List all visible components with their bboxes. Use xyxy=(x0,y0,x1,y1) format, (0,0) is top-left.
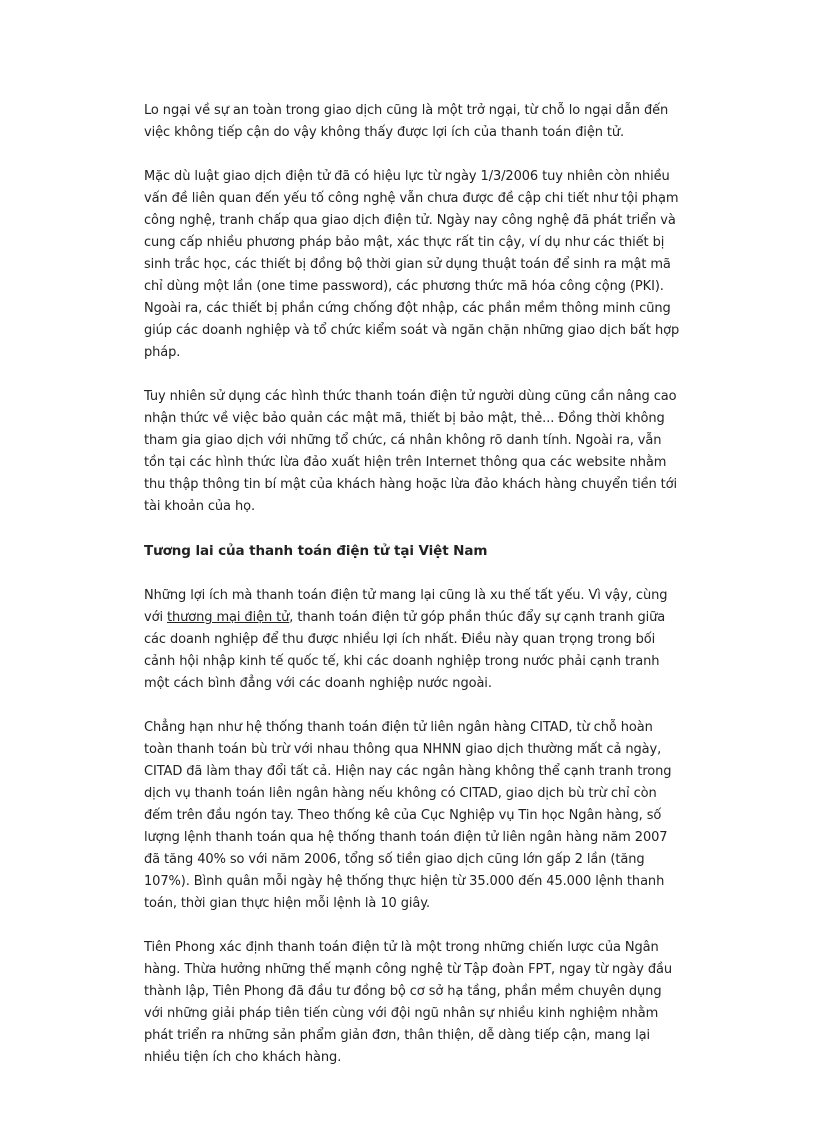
document-body xyxy=(144,100,684,1091)
e-commerce-link[interactable]: thương mại điện tử xyxy=(167,610,290,625)
paragraph-tien-phong-strategy: Tiên Phong xác định thanh toán điện tử là một trong những chiến lược của Ngân hàng. Thừa hưởng những thế mạnh công nghệ từ Tập đoàn FPT, ngay từ ngày đầu thành lập, Tiên Phong đã đầu tư đồng bộ cơ sở hạ tầng, phần mềm chuyên dụng với những giải pháp tiên tiến cùng với đội ngũ nhân sự nhiều kinh nghiệm nhằm phát triển ra những sản phẩm giản đơn, thân thiện, dễ dàng tiếp cận, mang lại nhiều tiện ích cho khách hàng. xyxy=(144,940,672,1065)
paragraph-benefits-text-start: Những lợi ích mà thanh toán điện tử mang lại cũng là xu thế tất yếu. Vì vậy, cùng với xyxy=(144,588,668,625)
paragraph-benefits xyxy=(144,585,684,695)
paragraph-security-concerns: Lo ngại về sự an toàn trong giao dịch cũng là một trở ngại, từ chỗ lo ngại dẫn đến việc không tiếp cận do vậy không thấy được lợi ích của thanh toán điện tử. xyxy=(144,103,669,140)
paragraph-e-transaction-law: Mặc dù luật giao dịch điện tử đã có hiệu lực từ ngày 1/3/2006 tuy nhiên còn nhiều vấn đề liên quan đến yếu tố công nghệ vẫn chưa được đề cập chi tiết như tội phạm công nghệ, tranh chấp qua giao dịch điện tử. Ngày nay công nghệ đã phát triển và cung cấp nhiều phương pháp bảo mật, xác thực rất tin cậy, ví dụ như các thiết bị sinh trắc học, các thiết bị đồng bộ thời gian sử dụng thuật toán để sinh ra mật mã chỉ dùng một lần (one time password), các phương thức mã hóa công cộng (PKI). Ngoài ra, các thiết bị phần cứng chống đột nhập, các phần mềm thông minh cũng giúp các doanh nghiệp và tổ chức kiểm soát và ngăn chặn những giao dịch bất hợp pháp. xyxy=(144,169,680,360)
paragraph-user-awareness: Tuy nhiên sử dụng các hình thức thanh toán điện tử người dùng cũng cần nâng cao nhận thức về việc bảo quản các mật mã, thiết bị bảo mật, thẻ... Đồng thời không tham gia giao dịch với những tổ chức, cá nhân không rõ danh tính. Ngoài ra, vẫn tồn tại các hình thức lừa đảo xuất hiện trên Internet thông qua các website nhằm thu thập thông tin bí mật của khách hàng hoặc lừa đảo khách hàng chuyển tiền tới tài khoản của họ. xyxy=(144,389,678,514)
paragraph-benefits-text-end: , thanh toán điện tử góp phần thúc đẩy sự cạnh tranh giữa các doanh nghiệp để thu được nhiều lợi ích nhất. Điều này quan trọng trong bối cảnh hội nhập kinh tế quốc tế, khi các doanh nghiệp trong nước phải cạnh tranh một cách bình đẳng với các doanh nghiệp nước ngoài. xyxy=(144,610,666,691)
paragraph-citad-system: Chẳng hạn như hệ thống thanh toán điện tử liên ngân hàng CITAD, từ chỗ hoàn toàn thanh toán bù trừ với nhau thông qua NHNN giao dịch thường mất cả ngày, CITAD đã làm thay đổi tất cả. Hiện nay các ngân hàng không thể cạnh tranh trong dịch vụ thanh toán liên ngân hàng nếu không có CITAD, giao dịch bù trừ chỉ còn đếm trên đầu ngón tay. Theo thống kê của Cục Nghiệp vụ Tin học Ngân hàng, số lượng lệnh thanh toán qua hệ thống thanh toán điện tử liên ngân hàng năm 2007 đã tăng 40% so với năm 2006, tổng số tiền giao dịch cũng lớn gấp 2 lần (tăng 107%). Bình quân mỗi ngày hệ thống thực hiện từ 35.000 đến 45.000 lệnh thanh toán, thời gian thực hiện mỗi lệnh là 10 giây. xyxy=(144,720,672,911)
section-heading: Tương lai của thanh toán điện tử tại Việt Nam xyxy=(144,543,488,559)
